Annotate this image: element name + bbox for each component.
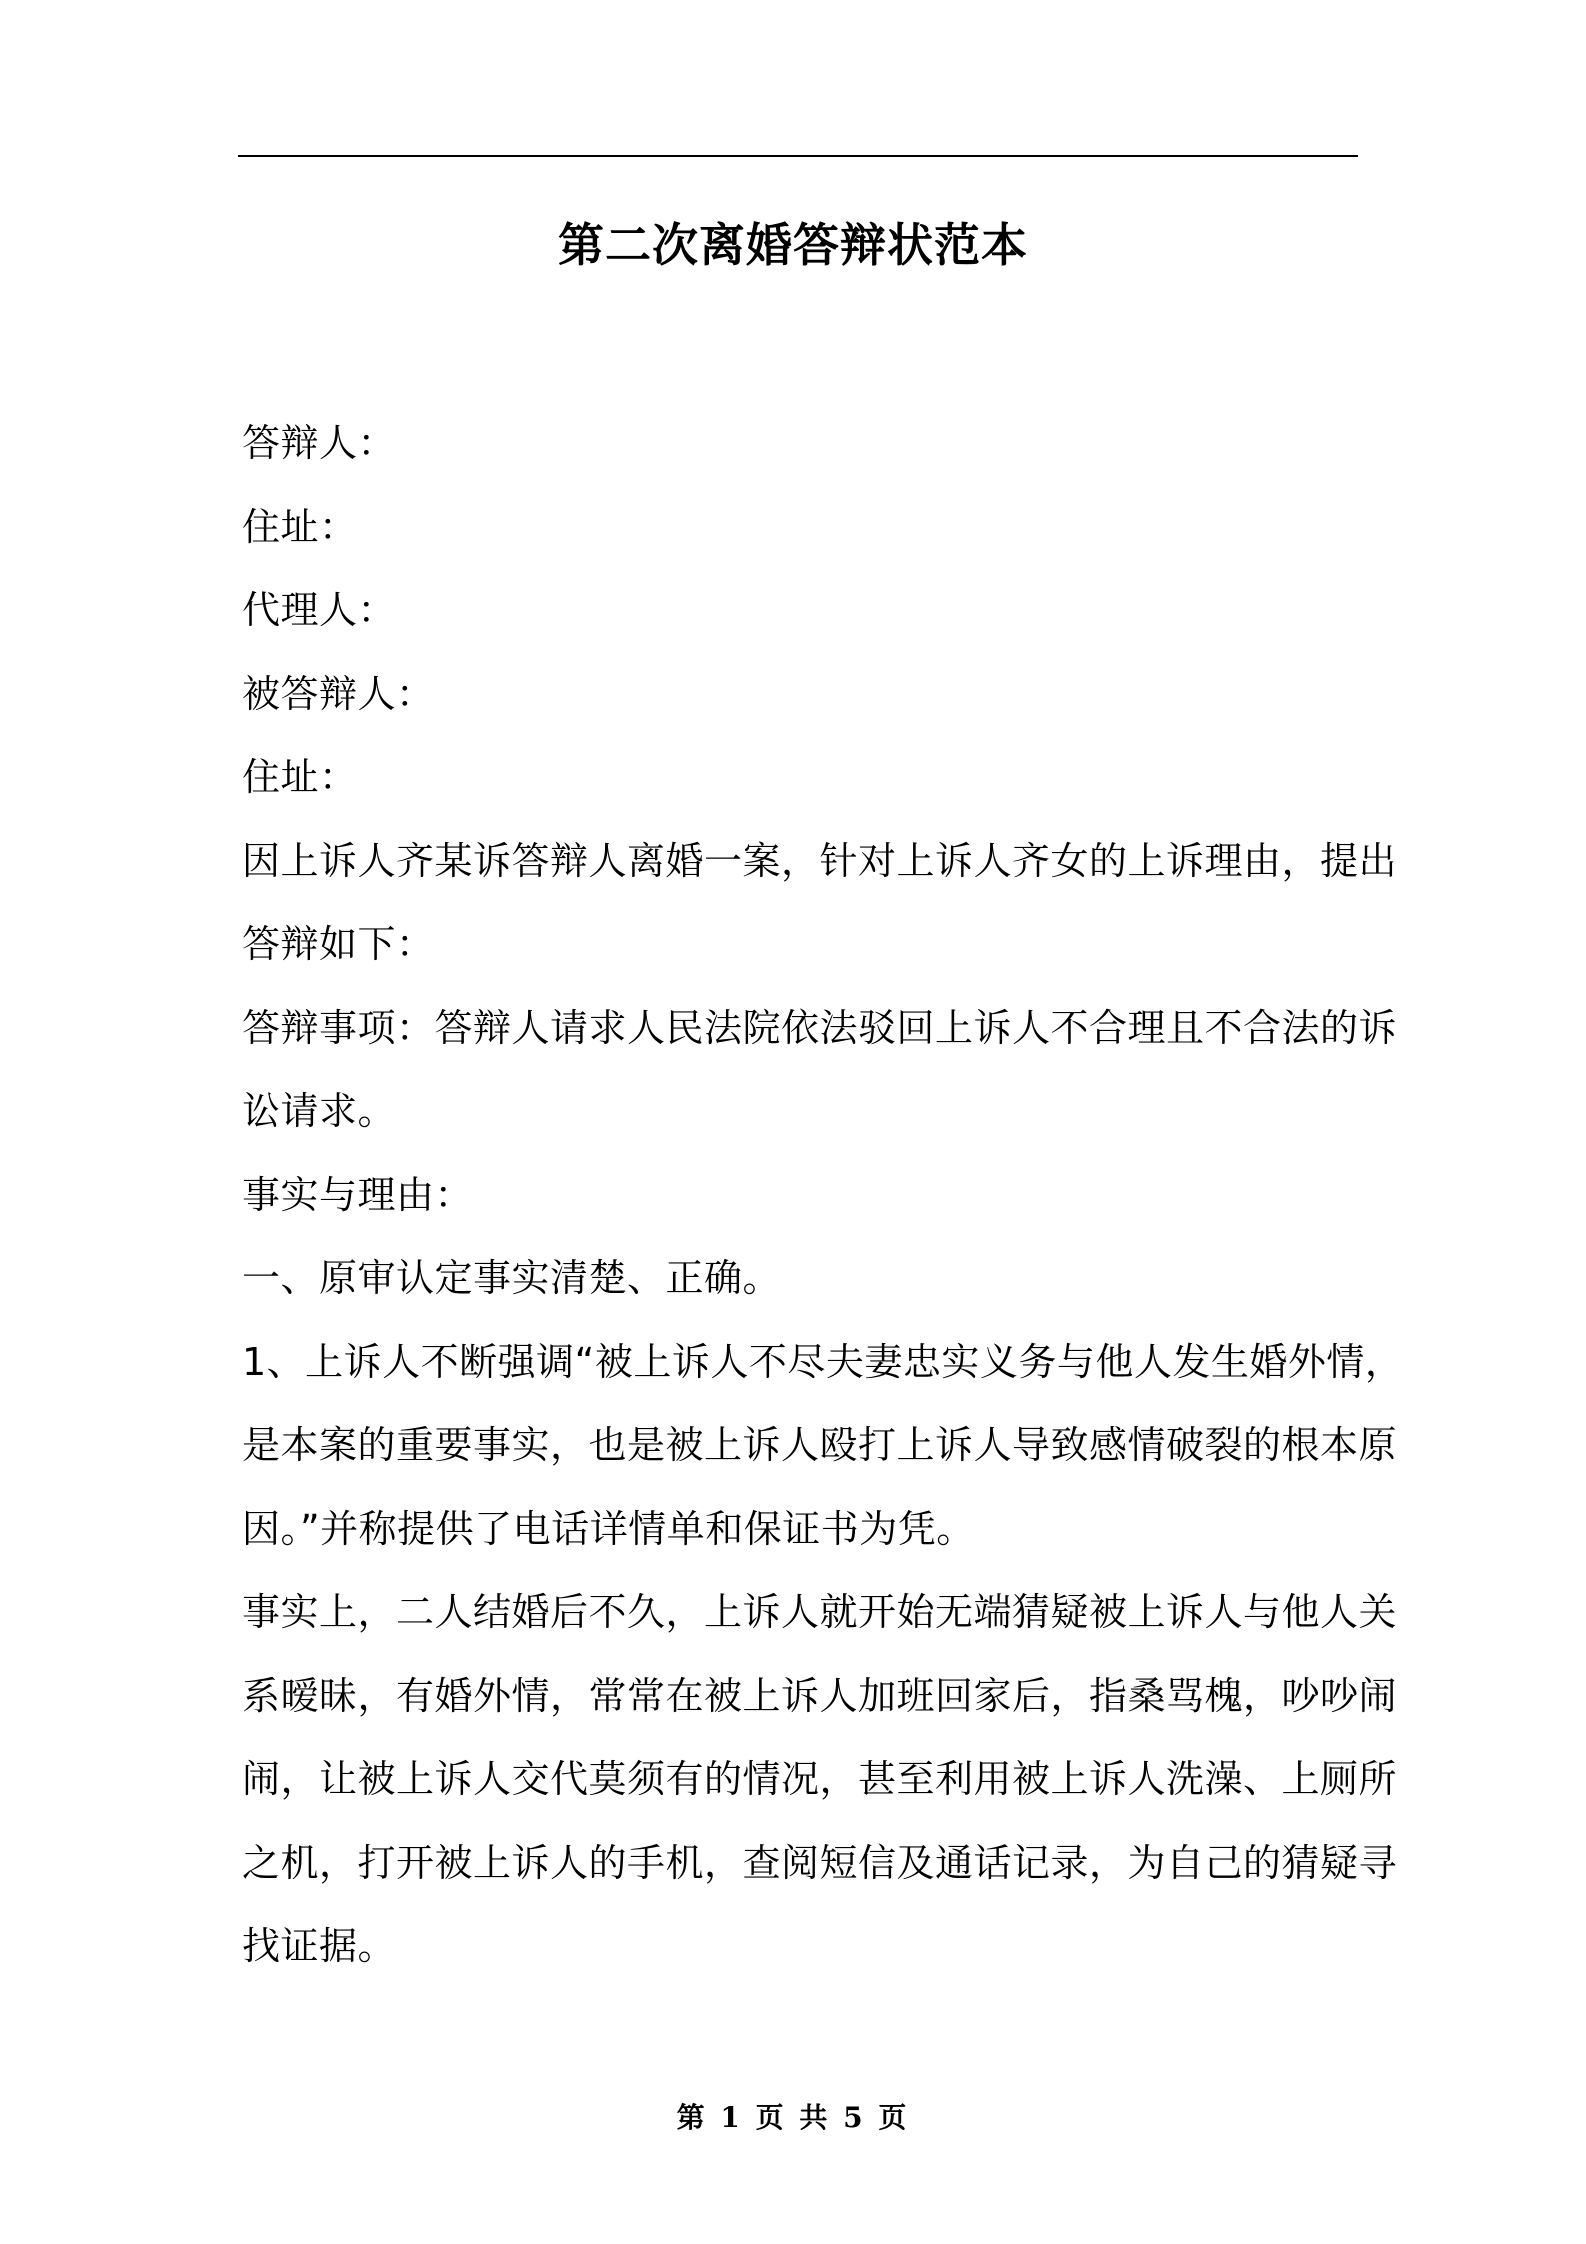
- body-line: 找证据。: [242, 1924, 397, 1968]
- document-title: 第二次离婚答辩状范本: [558, 218, 1028, 272]
- respondent-address-line: 住址：: [242, 504, 358, 549]
- body-line: 是本案的重要事实，也是被上诉人殴打上诉人导致感情破裂的根本原: [242, 1423, 1398, 1467]
- body-line: 系暧昧，有婚外情，常常在被上诉人加班回家后，指桑骂槐，吵吵闹: [242, 1673, 1398, 1718]
- body-line: 闹，让被上诉人交代莫须有的情况，甚至利用被上诉人洗澡、上厕所: [242, 1757, 1398, 1801]
- body-line: 1、上诉人不断强调“被上诉人不尽夫妻忠实义务与他人发生婚外情，: [242, 1339, 1404, 1384]
- respondent-line: 答辩人：: [242, 421, 397, 465]
- body-line: 讼请求。: [242, 1089, 397, 1133]
- body-line: 因上诉人齐某诉答辩人离婚一案，针对上诉人齐女的上诉理由，提出: [242, 838, 1398, 883]
- body-line: 因。”并称提供了电话详情单和保证书为凭。: [242, 1506, 975, 1551]
- defendant-address-line: 住址：: [242, 755, 358, 799]
- agent-line: 代理人：: [242, 588, 397, 632]
- header-rule: [238, 155, 1358, 157]
- body-line: 事实与理由：: [242, 1172, 474, 1217]
- document-body: [242, 402, 1404, 1989]
- body-line: 答辩如下：: [242, 922, 435, 966]
- body-line: 一、原审认定事实清楚、正确。: [242, 1256, 782, 1300]
- body-line: 答辩事项：答辩人请求人民法院依法驳回上诉人不合理且不合法的诉: [242, 1005, 1398, 1050]
- body-line: 事实上，二人结婚后不久，上诉人就开始无端猜疑被上诉人与他人关: [242, 1590, 1398, 1634]
- defendant-line: 被答辩人：: [242, 671, 435, 716]
- page-number-footer: 第 1 页 共 5 页: [676, 2101, 910, 2134]
- body-line: 之机，打开被上诉人的手机，查阅短信及通话记录，为自己的猜疑寻: [242, 1840, 1398, 1885]
